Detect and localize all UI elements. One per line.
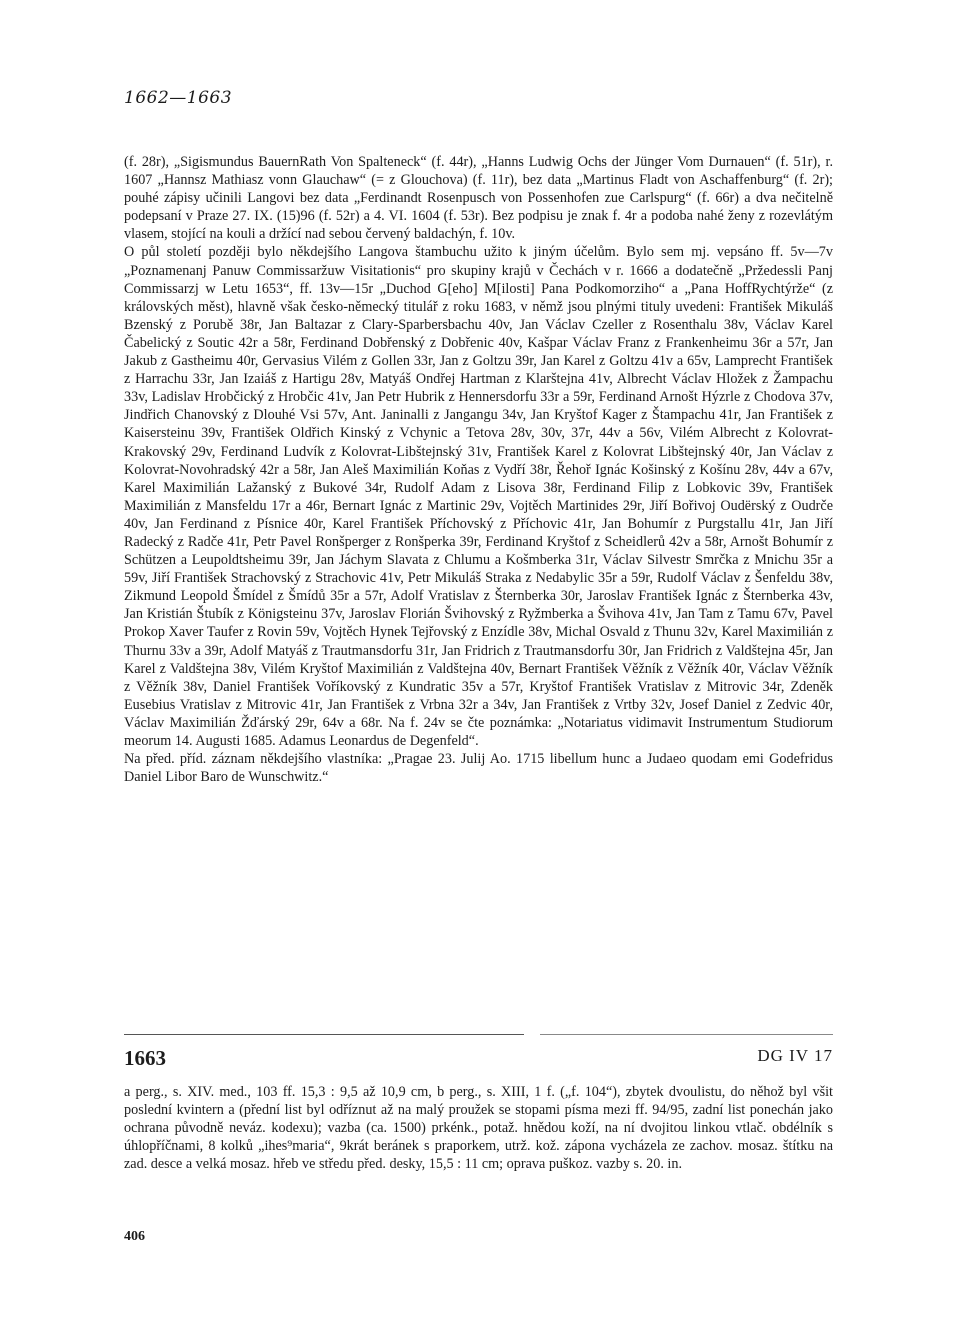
continued-description (124, 153, 833, 786)
entry-header (124, 1042, 833, 1072)
entry-physical-description: a perg., s. XIV. med., 103 ff. 15,3 : 9,5 až 10,9 cm, b perg., s. XIII, 1 f. („f. 104“), zbytek dvoulistu, do něhož byl všit poslední kvintern a (přední list byl odříznut až na malý proužek se stopami písma mezi ff. 94/95, zadní list ponechán jako ochrana původně neváz. kodexu); vazba (ca. 1500) prkénk., potaž. hnědou koží, na ní dvojitou linkou vtlač. obdélník s úhlopříčnami, 8 kolků „ihes⁹maria“, 9krát beránek s praporkem, utrž. kož. zápona vycházela ze zachov. mosaz. štítku na zad. desce a velká mosaz. hřeb ve středu před. desky, 15,5 : 11 cm; oprava puškoz. vazby s. 20. in. (124, 1084, 833, 1173)
paragraph-later-use-titular: O půl století později bylo někdejšího Langova štambuchu užito k jiným účelům. Bylo sem mj. vepsáno ff. 5v—7v „Poznamenanj Panuw Commissaržuw Visitationis“ pro skupiny krajů v Čechách v r. 1666 a dodatečně „Pržedessli Panj Commissarzj w Letu 1653“, ff. 13v—15r „Duchod G[eho] M[ilosti] Pana Podkomorziho“ a „Pana HoffRychtýrže“ (z královských měst), hlavně však česko-německý titulář z roku 1683, v němž jsou plnými tituly uvedeni: František Mikuláš Bzenský z Porubě 38r, Jan Baltazar z Clary-Sparbersbachu 40v, Jan Václav Czeller z Rosenthalu 38v, Václav Karel Čabelický z Soutic 42r a 58r, Ferdinand Dobřenský z Dobřenic 40v, Kašpar Václav Franz z Frankenheimu 36r a 57r, Jan Jakub z Gastheimu 40r, Gervasius Vilém z Gollen 33r, Jan z Goltzu 39r, Jan Karel z Goltzu 41v a 65v, Lamprecht František z Harrachu 33r, Jan Izaiáš z Hartigu 28v, Matyáš Ondřej Hartman z Klarštejna 41v, Albrecht Václav Hložek z Žampachu 33v, Ladislav Hrobčický z Hrobčic 41v, Jan Petr Hubrik z Hennersdorfu 33r a 59r, Ferdinand Arnošt Hýzrle z Chodova 37v, Jindřich Chanovský z Dlouhé Vsi 57v, Ant. Janinalli z Jangangu 34v, Jan Kryštof Kager z Štampachu 41r, Jan František z Kaisersteinu 39v, František Oldřich Kinský z Vchynic a Tetova 28v, 30v, 37r, 44v a 56v, Vilém Albrecht z Kolovrat-Krakovský 29v, Ferdinand Ludvík z Kolovrat-Libštejnský 31v, František Karel z Kolovrat Libštejnský 40r, Jan Václav z Kolovrat-Novohradský 42r a 58r, Jan Aleš Maximilián Koňas z Vydří 38r, Řehoř Ignác Košinský z Košínu 28v, 44v a 67v, Karel Maximilián Lažanský z Bukové 34r, Rudolf Adam z Lisova 38r, Ferdinand Filip z Lobkovic 39v, František Maximilián z Mansfeldu 17r a 46r, Bernart Ignác z Martinic 29v, Vojtěch Martinides 29r, Jiří Bořivoj Oudërský z Oudrče 40v, Jan Ferdinand z Písnice 40r, Karel František Příchovský z Příchovic 41r, Jan Bohumír z Purgstallu 41r, Jan Jiří Radecký z Radče 41r, Petr Pavel Ronšperger z Ronšperka 39r, Ferdinand Kryštof z Scheidlerů 42v a 58r, Arnošt Bohumír z Schützen a Leupoldtsheimu 39r, Jan Jáchym Slavata z Chlumu a Košmberka 31r, Václav Silvestr Smrčka z Mnichu 35r a 59v, Jiří František Strachovský z Strachovic 41v, Petr Mikuláš Straka z Nedabylic 35r a 59r, Rudolf Václav z Šenfeldu 38v, Zikmund Leopold Šmídel z Šmídů 35r a 57r, Adolf Vratislav z Šternberka 30r, Jaroslav František Ignác z Šternberka 43v, Jan Kristián Štubík z Königsteinu 37v, Jaroslav Florián Švihovský z Ryžmberka a Švihova 41v, Jan Tam z Tamu 67v, Pavel Prokop Xaver Taufer z Rovin 59v, Vojtěch Hynek Tejřovský z Enzídle 38v, Michal Osvald z Thunu 32v, Karel Maximilián z Thurnu 33v a 39r, Adolf Matyáš z Trautmansdorfu 31r, Jan Fridrich z Trautmansdorfu 30r, Jan Fridrich z Valdštejna 45r, Jan Karel z Valdštejna 38v, Vilém Kryštof Maximilián z Valdštejna 40v, Bernart František Věžník z Věžník 40r, Václav Věžník z Věžník 38v, Daniel František Voříkovský z Kundratic 35v a 57r, Kryštof František Vratislav z Mitrovic 34r, Zdeněk Eusebius Vratislav z Mitrovic 41r, Jan František z Vrbna 32r a 34v, Jan František z Vrtby 32v, Josef Daniel z Zedvic 40r, Václav Maximilián Žďárský 29r, 64v a 68r. Na f. 24v se čte poznámka: „Notariatus vidimavit Instrumentum Studiorum meorum 14. Augusti 1685. Adamus Leonardus de Degenfeld“. (124, 244, 833, 749)
entry-number: 1663 (124, 1046, 166, 1070)
section-divider-right (540, 1034, 833, 1035)
paragraph-album-entries: (f. 28r), „Sigismundus BauernRath Von Spalteneck“ (f. 44r), „Hanns Ludwig Ochs der Jünger Vom Durnauen“ (f. 51r), r. 1607 „Hannsz Mathiasz vonn Glauchaw“ (= z Glouchova) (f. 11r), bez data „Martinus Fladt von Aschaffenburg“ (f. 2r); pouhé zápisy učinili Langovi bez data „Ferdinandt Rosenpusch von Possenhofen zue Carlspurg“ (f. 66r) a dva nečitelně podepsaní v Praze 27. IX. (15)96 (f. 52r) a 4. VI. 1604 (f. 53r). Bez podpisu je znak f. 4r a podoba nahé ženy z rozevlátým vlasem, stojící na kouli a držící nad sebou červený baldachýn, f. 10v. (124, 154, 833, 243)
shelf-mark: DG IV 17 (757, 1046, 833, 1065)
entry-description (124, 1083, 833, 1173)
page-number: 406 (124, 1229, 145, 1244)
paragraph-ownership-note: Na před. příd. záznam někdejšího vlastníka: „Pragae 23. Julij Ao. 1715 libellum hunc a Judaeo quodam emi Godefridus Daniel Libor Baro de Wunschwitz.“ (124, 751, 833, 786)
section-divider-left (124, 1034, 524, 1035)
running-head: 1662—1663 (124, 88, 233, 108)
